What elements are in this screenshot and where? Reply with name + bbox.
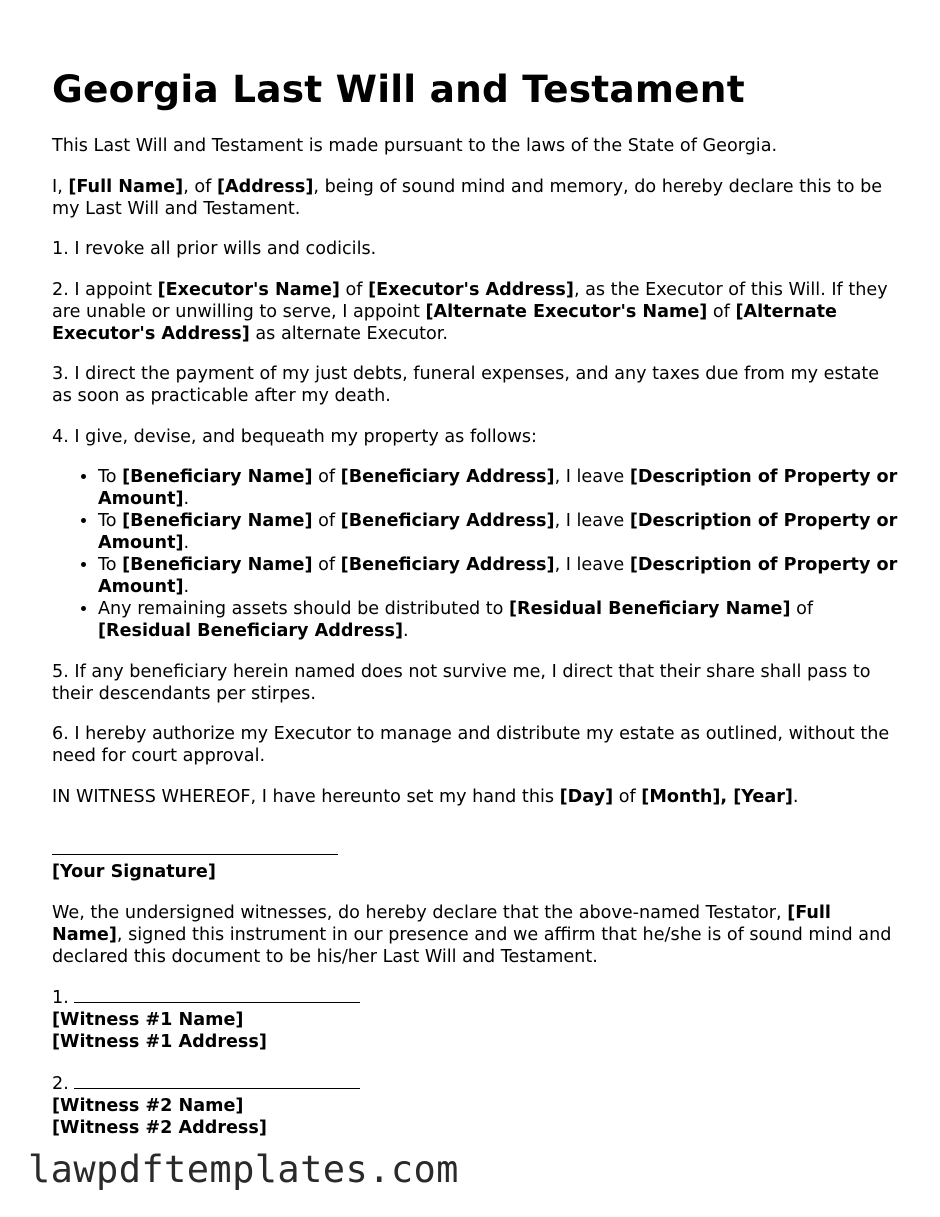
beneficiary-name-placeholder: [Beneficiary Name] [122, 511, 313, 531]
witness-1-block [52, 986, 898, 1053]
beneficiary-name-placeholder: [Beneficiary Name] [122, 555, 313, 575]
list-item: • To [Beneficiary Name] of [Beneficiary Address], I leave [Description of Property or Amount]. [98, 510, 898, 554]
property-placeholder: [Description of Property or Amount] [98, 467, 898, 509]
testator-signature-line[interactable] [52, 838, 338, 855]
property-placeholder: [Description of Property or Amount] [98, 511, 898, 553]
full-name-placeholder: [Full Name] [52, 902, 831, 945]
item-1-paragraph: 1. I revoke all prior wills and codicils. [52, 239, 377, 259]
bequest-list [52, 466, 898, 642]
item-2-paragraph: 2. I appoint [Executor's Name] of [Executor's Address], as the Executor of this Will. If they are unable or unwilling to serve, I appoint [Alternate Executor's Name] of [Alternate Executor's Address] as alternate Executor. [52, 279, 888, 344]
witness-2-address-placeholder: [Witness #2 Address] [52, 1117, 267, 1138]
witness-2-block [52, 1072, 898, 1139]
property-placeholder: [Description of Property or Amount] [98, 555, 898, 597]
day-placeholder: [Day] [559, 786, 614, 807]
beneficiary-address-placeholder: [Beneficiary Address] [340, 467, 555, 487]
item-4-paragraph: 4. I give, devise, and bequeath my property as follows: [52, 426, 537, 447]
item-6-paragraph: 6. I hereby authorize my Executor to manage and distribute my estate as outlined, without the need for court approval. [52, 724, 890, 766]
residual-beneficiary-address-placeholder: [Residual Beneficiary Address] [98, 621, 404, 641]
witness-1-name-placeholder: [Witness #1 Name] [52, 1010, 244, 1030]
witness-number: 2. [52, 1073, 75, 1094]
alt-executor-address-placeholder: [Alternate Executor's Address] [52, 301, 837, 344]
beneficiary-name-placeholder: [Beneficiary Name] [122, 467, 313, 487]
list-item: • To [Beneficiary Name] of [Beneficiary Address], I leave [Description of Property or Amount]. [98, 466, 898, 510]
attestation-paragraph: We, the undersigned witnesses, do hereby declare that the above-named Testator, [Full Name], signed this instrument in our presence and we affirm that he/she is of sound mind and declared this document to be his/her Last Will and Testament. [52, 902, 892, 967]
document-page [52, 66, 898, 1157]
watermark-text: lawpdftemplates.com [28, 1148, 459, 1191]
residual-beneficiary-name-placeholder: [Residual Beneficiary Name] [508, 599, 791, 619]
beneficiary-address-placeholder: [Beneficiary Address] [340, 511, 555, 531]
executor-address-placeholder: [Executor's Address] [368, 279, 574, 300]
signature-label: [Your Signature] [52, 862, 216, 882]
witness-2-signature-line[interactable] [74, 1072, 360, 1089]
document-title: Georgia Last Will and Testament [52, 67, 745, 111]
list-item-residual: • Any remaining assets should be distributed to [Residual Beneficiary Name] of [Residual Beneficiary Address]. [98, 598, 898, 642]
testator-signature-block [52, 826, 898, 883]
executor-name-placeholder: [Executor's Name] [157, 279, 340, 300]
declaration-paragraph: I, [Full Name], of [Address], being of sound mind and memory, do hereby declare this to be my Last Will and Testament. [52, 176, 883, 219]
beneficiary-address-placeholder: [Beneficiary Address] [340, 555, 555, 575]
intro-paragraph: This Last Will and Testament is made pursuant to the laws of the State of Georgia. [52, 136, 778, 156]
item-3-paragraph: 3. I direct the payment of my just debts, funeral expenses, and any taxes due from my estate as soon as practicable after my death. [52, 364, 880, 406]
full-name-placeholder: [Full Name] [68, 176, 184, 197]
witness-1-address-placeholder: [Witness #1 Address] [52, 1032, 267, 1052]
witness-1-signature-line[interactable] [74, 986, 360, 1003]
month-year-placeholder: [Month], [Year] [641, 786, 793, 807]
witness-clause-paragraph: IN WITNESS WHEREOF, I have hereunto set my hand this [Day] of [Month], [Year]. [52, 786, 799, 807]
address-placeholder: [Address] [216, 176, 314, 197]
list-item: • To [Beneficiary Name] of [Beneficiary Address], I leave [Description of Property or Amount]. [98, 554, 898, 598]
alt-executor-name-placeholder: [Alternate Executor's Name] [425, 301, 708, 322]
item-5-paragraph: 5. If any beneficiary herein named does not survive me, I direct that their share shall pass to their descendants per stirpes. [52, 661, 871, 704]
witness-2-name-placeholder: [Witness #2 Name] [52, 1095, 244, 1116]
witness-number: 1. [52, 988, 75, 1008]
